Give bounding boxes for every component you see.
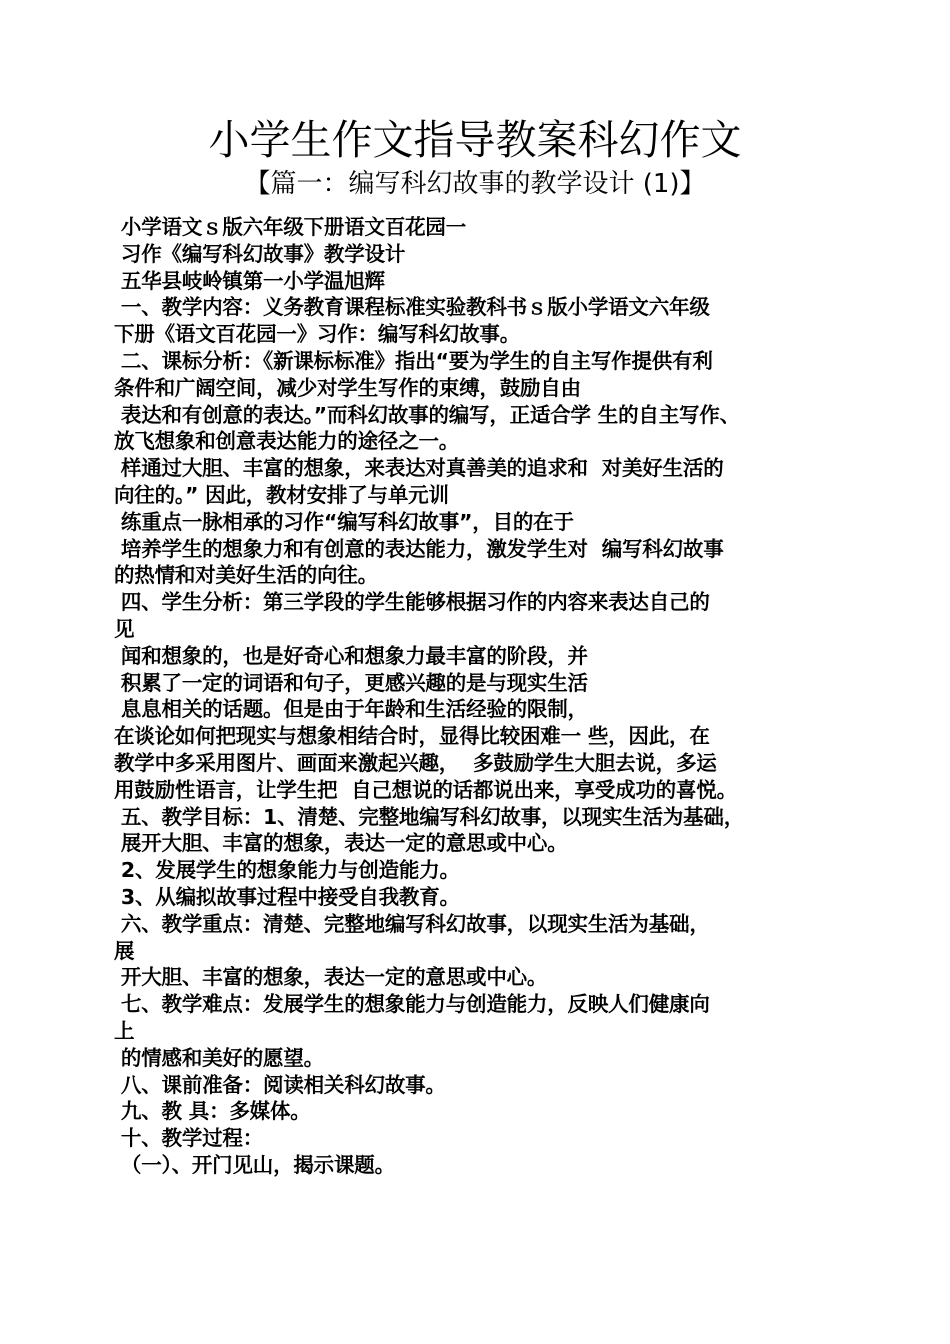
body-text-line: 向往的。” 因此，教材安排了与单元训: [114, 482, 449, 507]
body-text-line: 展: [114, 938, 135, 963]
body-text-line: 培养学生的想象力和有创意的表达能力，激发学生对 编写科幻故事: [114, 536, 724, 561]
body-text-line: 七、教学难点：发展学生的想象能力与创造能力，反映人们健康向: [114, 992, 710, 1017]
body-text-line: 用鼓励性语言，让学生把 自己想说的话都说出来，享受成功的喜悦。: [114, 777, 737, 802]
body-text-line: 的情感和美好的愿望。: [114, 1045, 324, 1070]
body-text-line: 表达和有创意的表达。”而科幻故事的编写，正适合学 生的自主写作、: [114, 402, 740, 427]
body-text-line: 一、教学内容：义务教育课程标准实验教科书ｓ版小学语文六年级: [114, 295, 710, 320]
body-text-line: 展开大胆、丰富的想象，表达一定的意思或中心。: [114, 831, 568, 856]
body-text-line: 积累了一定的词语和句子，更感兴趣的是与现实生活: [114, 670, 588, 695]
body-text-line: 的热情和对美好生活的向往。: [114, 563, 378, 588]
body-text-line: 闻和想象的，也是好奇心和想象力最丰富的阶段，并: [114, 643, 588, 668]
document-title: 小学生作文指导教案科幻作文: [208, 116, 742, 164]
body-text-line: 见: [114, 616, 135, 641]
body-text-line: 2、发展学生的想象能力与创造能力。: [114, 858, 460, 883]
body-text-line: 息息相关的话题。但是由于年龄和生活经验的限制，: [114, 697, 588, 722]
body-text-line: 二、课标分析：《新课标标准》指出“要为学生的自主写作提供有利: [114, 348, 713, 373]
body-text-line: 3、从编拟故事过程中接受自我教育。: [114, 884, 460, 909]
body-text-line: 九、教 具：多媒体。: [114, 1099, 311, 1124]
body-text-line: 在谈论如何把现实与想象相结合时，显得比较困难一 些，因此，在: [114, 724, 710, 749]
body-text-line: 习作《编写科幻故事》教学设计: [114, 241, 406, 266]
body-text-line: 样通过大胆、丰富的想象，来表达对真善美的追求和 对美好生活的: [114, 456, 724, 481]
document-body: [114, 214, 854, 1179]
body-text-line: 五华县岐岭镇第一小学温旭辉: [114, 268, 385, 293]
body-text-line: 五、教学目标：1、清楚、完整地编写科幻故事，以现实生活为基础，: [114, 804, 744, 829]
body-text-line: 小学语文ｓ版六年级下册语文百花园一: [114, 215, 467, 239]
body-text-line: 条件和广阔空间，减少对学生写作的束缚，鼓励自由: [114, 375, 581, 400]
body-text-line: （一）、开门见山，揭示课题。: [114, 1152, 395, 1177]
document-subtitle: 【篇一：编写科幻故事的教学设计 (1)】: [244, 169, 706, 199]
body-text-line: 六、教学重点：清楚、完整地编写科幻故事，以现实生活为基础，: [114, 911, 710, 936]
body-text-line: 四、学生分析：第三学段的学生能够根据习作的内容来表达自己的: [114, 590, 710, 615]
body-text-line: 练重点一脉相承的习作“编写科幻故事”，目的在于: [114, 509, 574, 534]
body-text-line: 上: [114, 1018, 135, 1043]
body-text-line: 教学中多采用图片、画面来激起兴趣， 多鼓励学生大胆去说，多运: [114, 750, 717, 775]
body-text-line: 开大胆、丰富的想象，表达一定的意思或中心。: [114, 965, 548, 990]
body-text-line: 十、教学过程：: [114, 1126, 264, 1151]
body-text-line: 八、课前准备：阅读相关科幻故事。: [114, 1072, 446, 1097]
body-text-line: 下册《语文百花园一》习作：编写科幻故事。: [114, 322, 520, 347]
body-text-line: 放飞想象和创意表达能力的途径之一。: [114, 429, 460, 454]
